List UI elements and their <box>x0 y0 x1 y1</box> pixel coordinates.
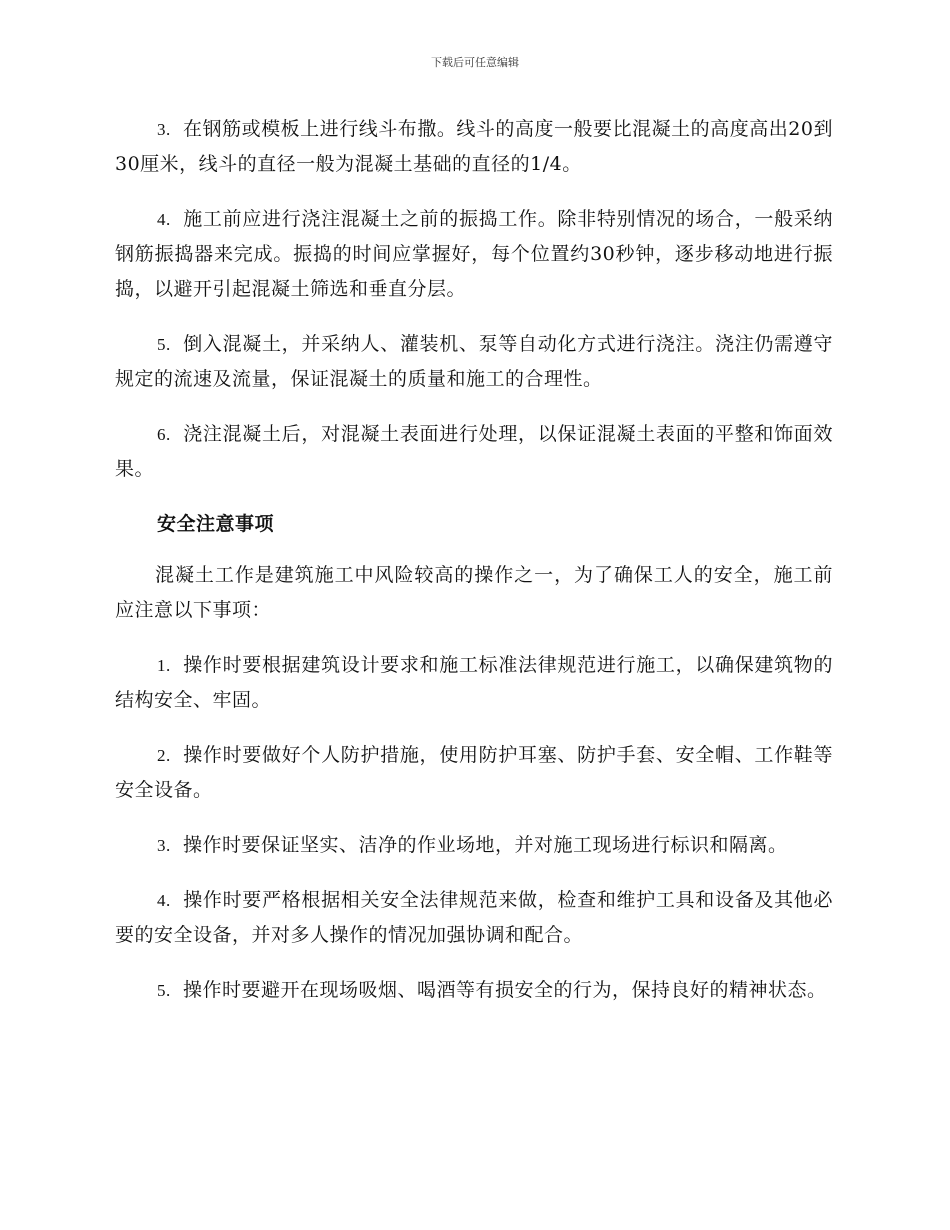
step-text: 在钢筋或模板上进行线斗布撒。线斗的高度一般要比混凝土的高度高出20到30厘米，线斗的直径一般为混凝土基础的直径的1/4。 <box>115 118 833 175</box>
step-number: 3. <box>157 120 171 139</box>
item-text: 操作时要保证坚实、洁净的作业场地，并对施工现场进行标识和隔离。 <box>183 834 788 856</box>
section-title: 安全注意事项 <box>157 513 275 535</box>
item-text: 操作时要避开在现场吸烟、喝酒等有损安全的行为，保持良好的精神状态。 <box>183 979 827 1001</box>
step-4 <box>115 202 833 307</box>
document-body <box>115 112 833 1028</box>
step-6 <box>115 417 833 487</box>
item-text: 操作时要严格根据相关安全法律规范来做，检查和维护工具和设备及其他必要的安全设备，并对多人操作的情况加强协调和配合。 <box>115 889 833 946</box>
item-number: 1. <box>157 656 171 675</box>
item-number: 5. <box>157 981 171 1000</box>
step-text: 倒入混凝土，并采纳人、灌装机、泵等自动化方式进行浇注。浇注仍需遵守规定的流速及流量，保证混凝土的质量和施工的合理性。 <box>115 333 833 390</box>
page-header: 下载后可任意编辑 <box>431 56 519 69</box>
step-3 <box>115 112 833 182</box>
safety-item-3 <box>115 828 833 863</box>
safety-item-1 <box>115 648 833 718</box>
item-text: 操作时要做好个人防护措施，使用防护耳塞、防护手套、安全帽、工作鞋等安全设备。 <box>115 744 833 801</box>
safety-item-5 <box>115 973 833 1008</box>
step-text: 施工前应进行浇注混凝土之前的振捣工作。除非特别情况的场合，一般采纳钢筋振捣器来完成。振捣的时间应掌握好，每个位置约30秒钟，逐步移动地进行振捣，以避开引起混凝土筛选和垂直分层。 <box>115 208 833 300</box>
safety-item-2 <box>115 738 833 808</box>
step-number: 4. <box>157 210 171 229</box>
item-text: 操作时要根据建筑设计要求和施工标准法律规范进行施工，以确保建筑物的结构安全、牢固。 <box>115 654 833 711</box>
step-number: 6. <box>157 425 171 444</box>
item-number: 4. <box>157 891 171 910</box>
item-number: 2. <box>157 746 171 765</box>
step-5 <box>115 327 833 397</box>
item-number: 3. <box>157 836 171 855</box>
step-number: 5. <box>157 335 171 354</box>
safety-item-4 <box>115 883 833 953</box>
section-intro: 混凝土工作是建筑施工中风险较高的操作之一，为了确保工人的安全，施工前应注意以下事项： <box>115 564 833 621</box>
step-text: 浇注混凝土后，对混凝土表面进行处理，以保证混凝土表面的平整和饰面效果。 <box>115 423 833 480</box>
